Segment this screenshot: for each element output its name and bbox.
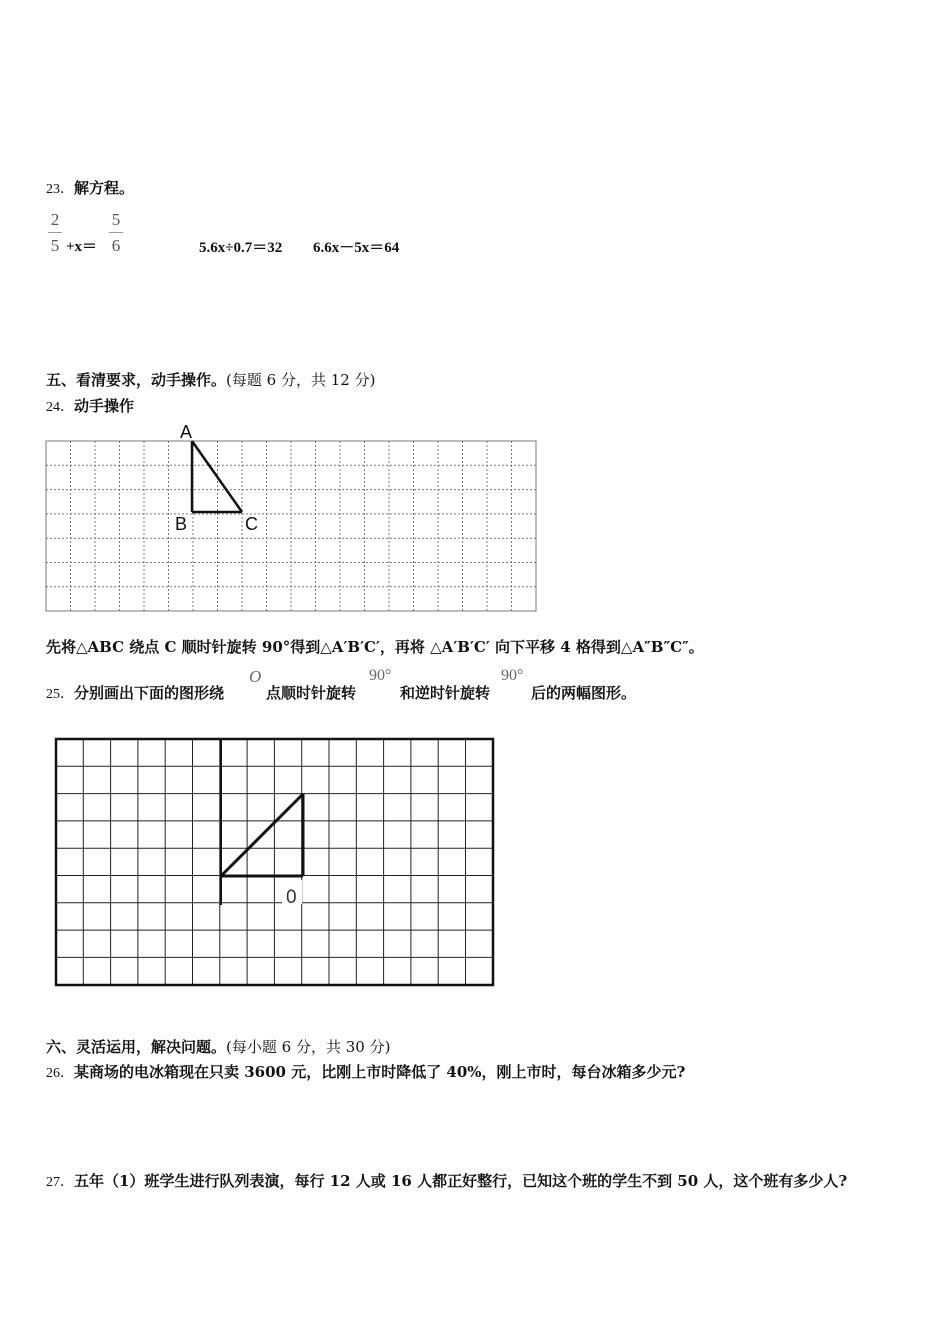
q27-number: 27．	[46, 1175, 74, 1190]
rotation-degree-1: 90°	[369, 667, 392, 684]
q27-text: 五年（1）班学生进行队列表演，每行 12 人或 16 人都正好整行，已知这个班的学生不到 50 人，这个班有多少人?	[74, 1172, 848, 1190]
q23-title: 解方程。	[74, 179, 135, 197]
q24-instruction: 先将△ABC 绕点 C 顺时针旋转 90°得到△A′B′C′，再将 △A′B′C′ 向下平移 4 格得到△A″B″C″。	[46, 638, 704, 656]
section-6-title: 六、灵活运用，解决问题。	[46, 1038, 227, 1056]
q24-number: 24．	[46, 400, 74, 415]
vertex-c-label: C	[245, 514, 258, 534]
equation-1-middle: +x＝	[66, 239, 98, 255]
section-6-heading	[46, 1036, 390, 1057]
q23-equation-3: 6.6x－5x＝64	[313, 240, 400, 256]
q26	[46, 1061, 685, 1082]
fraction-1-numerator: 2	[50, 210, 60, 229]
q25-part2: 点顺时针旋转	[266, 684, 357, 702]
q25-number: 25．	[46, 687, 74, 702]
fraction-1-denominator: 5	[50, 236, 60, 255]
point-o-label: 0	[286, 887, 297, 908]
q23-number: 23．	[46, 182, 74, 197]
vertex-b-label: B	[175, 514, 188, 534]
dotted-grid	[46, 441, 536, 611]
q25-text	[46, 682, 224, 703]
q23-equation-2: 5.6x÷0.7＝32	[199, 240, 283, 256]
q26-text: 某商场的电冰箱现在只卖 3600 元，比刚上市时降低了 40%，刚上市时，每台冰箱多少元?	[74, 1063, 686, 1081]
point-o-symbol: O	[249, 667, 262, 686]
section-5-points: (每题 6 分，共 12 分)	[226, 371, 376, 389]
vertex-a-label: A	[180, 422, 193, 442]
q26-number: 26．	[46, 1066, 74, 1081]
q25-part3: 和逆时针旋转	[400, 684, 491, 702]
section-6-points: (每小题 6 分，共 30 分)	[226, 1038, 391, 1056]
q27	[46, 1170, 847, 1191]
square-grid	[56, 739, 493, 985]
fraction-2-denominator: 6	[111, 236, 121, 255]
fraction-2-numerator: 5	[111, 210, 121, 229]
rotation-degree-2: 90°	[501, 667, 524, 684]
q24-title: 动手操作	[74, 397, 135, 415]
q25-part4: 后的两幅图形。	[531, 684, 637, 702]
q25-part1: 分别画出下面的图形绕	[74, 684, 225, 702]
section-5-title: 五、看清要求，动手操作。	[46, 371, 227, 389]
